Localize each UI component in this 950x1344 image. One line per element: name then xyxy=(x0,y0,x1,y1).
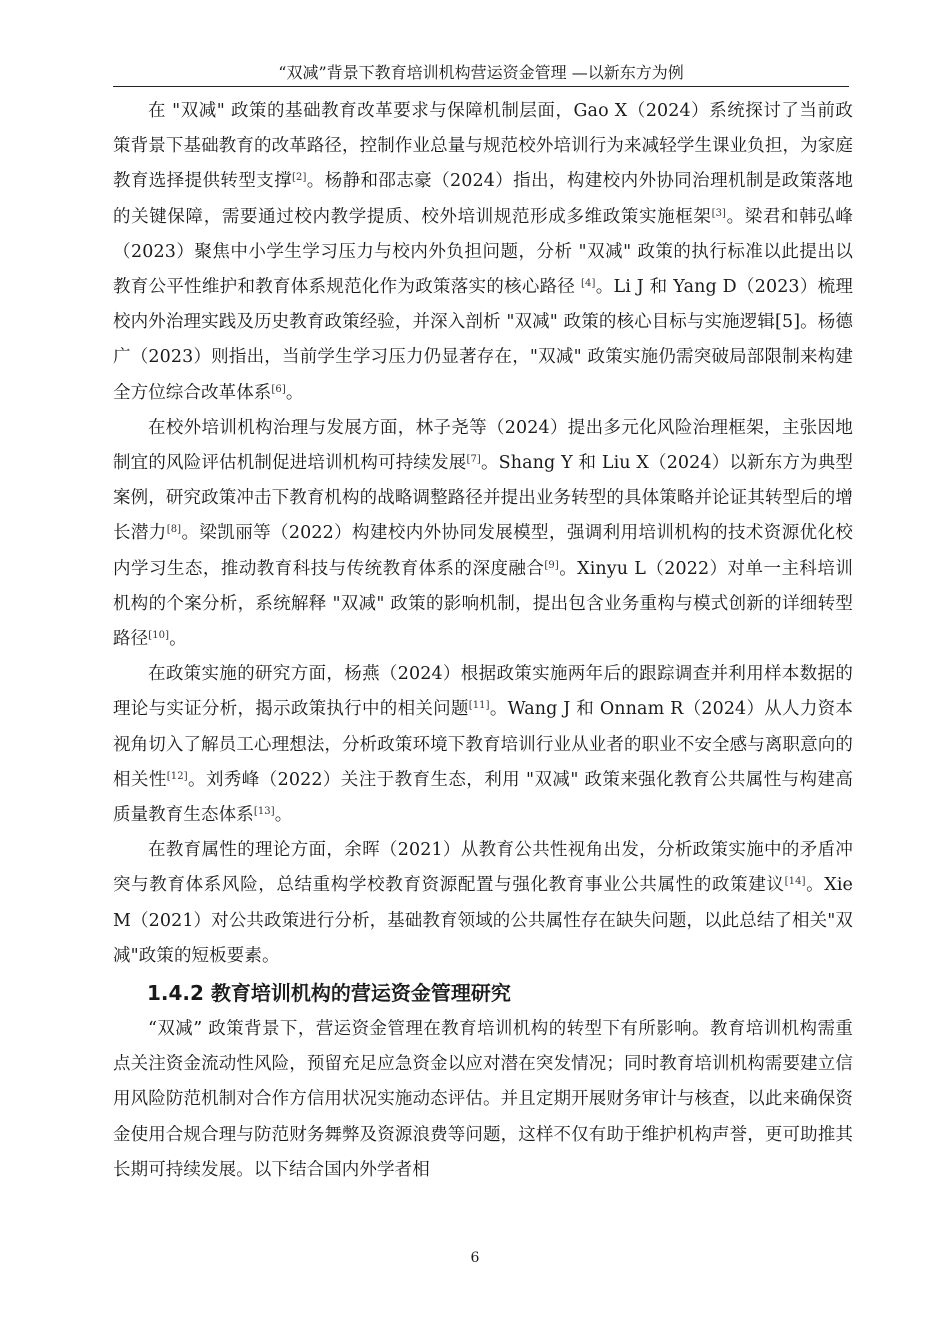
citation-ref: [13] xyxy=(253,806,275,818)
citation-ref: [3] xyxy=(711,207,727,219)
citation-ref: [11] xyxy=(468,700,490,712)
paragraph-text: 。 xyxy=(285,382,304,403)
paragraph-text: 。刘秀峰（2022）关注于教育生态，利用 "双减" 政策来强化教育公共属性与构建高质量教育生态体系 xyxy=(113,769,853,826)
page-body xyxy=(113,94,853,1188)
running-header: “双减”背景下教育培训机构营运资金管理 —以新东方为例 xyxy=(113,62,849,87)
paragraph-text: 。Li J 和 Yang D（2023）梳理校内外治理实践及历史教育政策经验，并深入剖析 "双减" 政策的核心目标与实施逻辑[5]。杨德广（2023）则指出，当前学生学习压力仍显著存在，"双减" 政策实施仍需突破局部限制来构建全方位综合改革体系 xyxy=(113,277,853,403)
citation-ref: [8] xyxy=(166,524,182,536)
citation-ref: [12] xyxy=(166,770,188,782)
paragraph-working-capital: “双减” 政策背景下，营运资金管理在教育培训机构的转型下有所影响。教育培训机构需重点关注资金流动性风险，预留充足应急资金以应对潜在突发情况；同时教育培训机构需要建立信用风险防范机制对合作方信用状况实施动态评估。并且定期开展财务审计与核查，以此来确保资金使用合规合理与防范财务舞弊及资源浪费等问题，这样不仅有助于维护机构声誉，更可助推其长期可持续发展。以下结合国内外学者相 xyxy=(113,1019,853,1180)
paragraph-text: 在校外培训机构治理与发展方面，林子尧等（2024）提出多元化风险治理框架，主张因地制宜的风险评估机制促进培训机构可持续发展 xyxy=(113,417,853,474)
paragraph-policy-implementation xyxy=(113,657,853,833)
citation-ref: [14] xyxy=(784,876,806,888)
page-number: 6 xyxy=(470,1250,480,1266)
paragraph-text: 。Xie M（2021）对公共政策进行分析，基础教育领域的公共属性存在缺失问题，以此总结了相关"双减"政策的短板要素。 xyxy=(113,875,853,966)
paragraph-text: 。Wang J 和 Onnam R（2024）从人力资本视角切入了解员工心理想法，分析政策环境下教育培训行业从业者的职业不安全感与离职意向的相关性 xyxy=(113,699,854,790)
paragraph-text: 。 xyxy=(274,805,293,826)
paragraph-text: 。梁凯丽等（2022）构建校内外协同发展模型，强调利用培训机构的技术资源优化校内学习生态，推动教育科技与传统教育体系的深度融合 xyxy=(113,523,853,579)
paragraph-text: 。 xyxy=(169,629,187,650)
paragraph-education-attributes xyxy=(113,833,853,974)
paragraph-text: 。Shang Y 和 Liu X（2024）以新东方为典型案例，研究政策冲击下教育机构的战略调整路径并提出业务转型的具体策略并论证其转型后的增长潜力 xyxy=(113,453,854,544)
citation-ref: [7] xyxy=(466,454,481,466)
paragraph-institution-governance xyxy=(113,411,853,657)
paragraph-text: 。Xinyu L（2022）对单一主科培训机构的个案分析，系统解释 "双减" 政策的影响机制，提出包含业务重构与模式创新的详细转型路径 xyxy=(113,558,853,650)
paragraph-text: 在教育属性的理论方面，余晖（2021）从教育公共性视角出发，分析政策实施中的矛盾冲突与教育体系风险，总结重构学校教育资源配置与强化教育事业公共属性的政策建议 xyxy=(113,840,853,896)
citation-ref: [10] xyxy=(148,630,170,642)
citation-ref: [2] xyxy=(292,172,307,184)
paragraph-text: 在 "双减" 政策的基础教育改革要求与保障机制层面，Gao X（2024）系统探讨了当前政策背景下基础教育的改革路径，控制作业总量与规范校外培训行为来减轻学生课业负担，为家庭教育选择提供转型支撑 xyxy=(113,101,853,192)
paragraph-text: 在政策实施的研究方面，杨燕（2024）根据政策实施两年后的跟踪调查并利用样本数据的理论与实证分析，揭示政策执行中的相关问题 xyxy=(113,664,853,720)
paragraph-text: 。梁君和韩弘峰（2023）聚焦中小学生学习压力与校内外负担问题，分析 "双减" 政策的执行标准以此提出以教育公平性维护和教育体系规范化作为政策落实的核心路径 xyxy=(113,206,853,298)
citation-ref: [4] xyxy=(581,278,596,290)
citation-ref: [6] xyxy=(271,383,286,395)
citation-ref: [9] xyxy=(544,559,559,571)
paragraph-policy-reform xyxy=(113,94,853,411)
section-heading: 1.4.2 教育培训机构的营运资金管理研究 xyxy=(147,981,511,1006)
paragraph-text: 。杨静和邵志豪（2024）指出，构建校内外协同治理机制是政策落地的关键保障，需要通过校内教学提质、校外培训规范形成多维政策实施框架 xyxy=(113,171,854,227)
